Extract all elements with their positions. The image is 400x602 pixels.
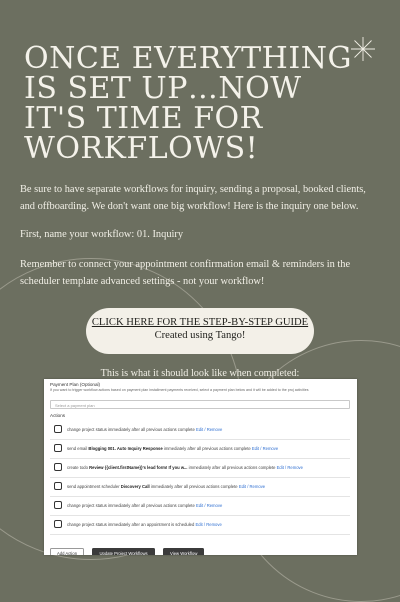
page-headline: ONCE EVERYTHING IS SET UP…NOW IT'S TIME FOR WORKFLOWS! [24, 41, 352, 166]
remove-link[interactable]: Remove [206, 522, 222, 527]
action-row [50, 440, 350, 459]
completed-note: This is what it should look like when completed: [100, 368, 300, 379]
view-workflow-button[interactable]: View Workflow [163, 548, 204, 555]
action-checkbox[interactable] [54, 501, 62, 509]
action-row [50, 421, 350, 440]
name-workflow-paragraph: First, name your workflow: 01. Inquiry [20, 229, 184, 240]
action-text: change project status immediately after an appointment is scheduled Edit / Remove [67, 522, 222, 527]
action-text: change project status immediately after all previous actions complete Edit / Remove [67, 503, 223, 508]
remove-link[interactable]: Remove [249, 484, 266, 489]
action-checkbox[interactable] [54, 482, 62, 490]
action-row [50, 478, 350, 497]
action-text: change project status immediately after all previous actions complete Edit / Remove [67, 427, 223, 432]
edit-link[interactable]: Edit [251, 446, 260, 451]
payment-plan-label: Payment Plan (Optional) [50, 382, 101, 387]
workflow-screenshot [44, 379, 357, 555]
action-checkbox[interactable] [54, 463, 62, 471]
action-text: send email Blogging 001. Auto Inquiry Response immediately after all previous actions complete Edit / Remove [67, 446, 279, 451]
actions-list [50, 421, 350, 535]
action-checkbox[interactable] [54, 520, 62, 528]
workflow-button-row [50, 542, 208, 555]
action-row [50, 516, 350, 535]
action-row [50, 497, 350, 516]
payment-plan-select[interactable]: Select a payment plan [50, 400, 350, 409]
actions-label: Actions [50, 413, 66, 418]
action-row [50, 459, 350, 478]
guide-callout [86, 308, 314, 354]
update-project-workflows-button[interactable]: Update Project Workflows [92, 548, 154, 555]
action-checkbox[interactable] [54, 444, 62, 452]
remove-link[interactable]: Remove [206, 427, 223, 432]
remove-link[interactable]: Remove [206, 503, 223, 508]
edit-link[interactable]: Edit [195, 427, 204, 432]
remove-link[interactable]: Remove [262, 446, 279, 451]
add-action-button[interactable]: Add Action [50, 548, 84, 555]
edit-link[interactable]: Edit [238, 484, 247, 489]
intro-paragraph: Be sure to have separate workflows for inquiry, sending a proposal, booked clients, and offboarding. We don't want one big workflow! Here is the inquiry one below. [20, 184, 366, 212]
action-text: create todo Review {{client.firstName}}'s lead form! If you w... immediately after all previous actions complete Edit / Remove [67, 465, 303, 470]
action-checkbox[interactable] [54, 425, 62, 433]
edit-link[interactable]: Edit [195, 522, 203, 527]
edit-link[interactable]: Edit [195, 503, 204, 508]
payment-plan-help: If you want to trigger workflow actions based on payment plan installment payments received, select a payment plan below and it will be added to the proj activities [50, 388, 309, 392]
reminder-paragraph: Remember to connect your appointment confirmation email & reminders in the scheduler template advanced settings - not your workflow! [20, 259, 351, 287]
step-by-step-guide-link[interactable]: CLICK HERE FOR THE STEP-BY-STEP GUIDE [91, 317, 309, 328]
edit-link[interactable]: Edit [276, 465, 284, 470]
guide-subtitle: Created using Tango! [154, 330, 246, 341]
remove-link[interactable]: Remove [287, 465, 303, 470]
action-text: send appointment scheduler Discovery Call immediately after all previous actions complete Edit / Remove [67, 484, 266, 489]
